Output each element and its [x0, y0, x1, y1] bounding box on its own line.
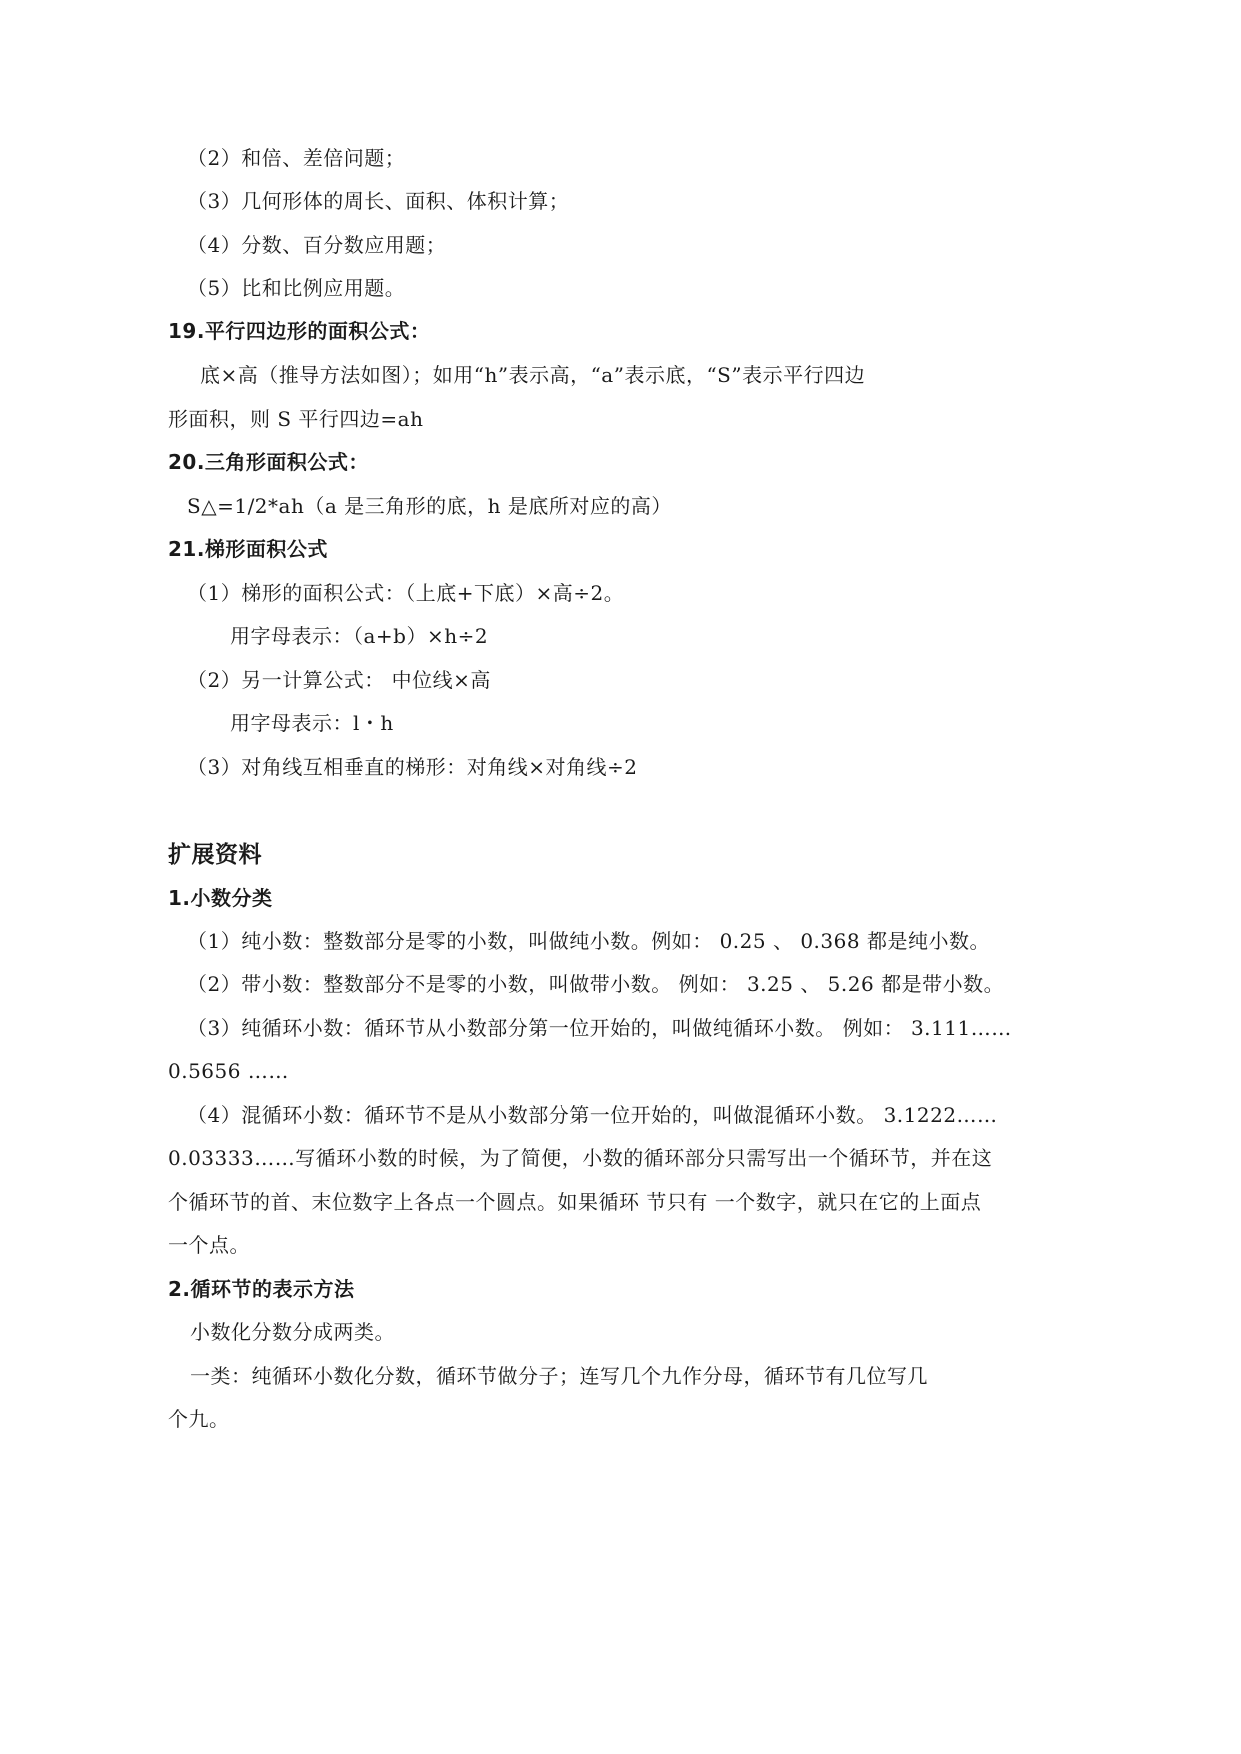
section-20-text-line-1: S△=1/2*ah（a 是三角形的底，h 是底所对应的高）	[187, 494, 672, 518]
decimal-classification-heading: 1.小数分类	[168, 886, 273, 910]
section-21-item-2: （2）另一计算公式： 中位线×高	[187, 668, 491, 692]
mixed-recurring-decimal-line-4: 一个点。	[168, 1233, 250, 1257]
section-21-item-1: （1）梯形的面积公式：（上底+下底）×高÷2。	[187, 581, 625, 605]
section-20-heading: 20.三角形面积公式：	[168, 450, 369, 474]
section-21-item-3: （3）对角线互相垂直的梯形：对角线×对角线÷2	[187, 755, 638, 779]
list-item-2: （2）和倍、差倍问题；	[187, 146, 406, 170]
pure-decimal-item: （1）纯小数：整数部分是零的小数，叫做纯小数。例如： 0.25 、 0.368 都是纯小数。	[187, 929, 990, 953]
section-19-heading: 19.平行四边形的面积公式：	[168, 319, 431, 343]
list-item-5: （5）比和比例应用题。	[187, 276, 406, 300]
pure-recurring-decimal-line-2: 0.5656 ……	[168, 1059, 289, 1083]
section-21-item-2-letter-formula: 用字母表示：l・h	[230, 711, 394, 735]
extended-material-title: 扩展资料	[168, 842, 262, 868]
repetend-notation-text-line-2: 一类：纯循环小数化分数，循环节做分子；连写几个九作分母，循环节有几位写几	[190, 1364, 928, 1388]
pure-recurring-decimal-line-1: （3）纯循环小数：循环节从小数部分第一位开始的，叫做纯循环小数。 例如： 3.111……	[187, 1016, 1012, 1040]
repetend-notation-heading: 2.循环节的表示方法	[168, 1277, 355, 1301]
section-21-item-1-letter-formula: 用字母表示：（a+b）×h÷2	[230, 624, 489, 648]
mixed-recurring-decimal-line-3: 个循环节的首、末位数字上各点一个圆点。如果循环 节只有 一个数字，就只在它的上面点	[168, 1190, 982, 1214]
mixed-recurring-decimal-line-1: （4）混循环小数：循环节不是从小数部分第一位开始的，叫做混循环小数。 3.1222……	[187, 1103, 998, 1127]
mixed-recurring-decimal-line-2: 0.03333……写循环小数的时候，为了简便，小数的循环部分只需写出一个循环节，并在这	[168, 1146, 993, 1170]
repetend-notation-text-line-3: 个九。	[168, 1407, 230, 1431]
section-19-text-line-1: 底×高（推导方法如图）；如用“h”表示高，“a”表示底，“S”表示平行四边	[200, 363, 866, 387]
list-item-3: （3）几何形体的周长、面积、体积计算；	[187, 189, 570, 213]
section-19-text-line-2: 形面积，则 S 平行四边=ah	[168, 407, 424, 431]
mixed-decimal-item: （2）带小数：整数部分不是零的小数，叫做带小数。 例如： 3.25 、 5.26 都是带小数。	[187, 972, 1005, 996]
list-item-4: （4）分数、百分数应用题；	[187, 233, 447, 257]
repetend-notation-text-line-1: 小数化分数分成两类。	[190, 1320, 395, 1344]
section-21-heading: 21.梯形面积公式	[168, 537, 328, 561]
